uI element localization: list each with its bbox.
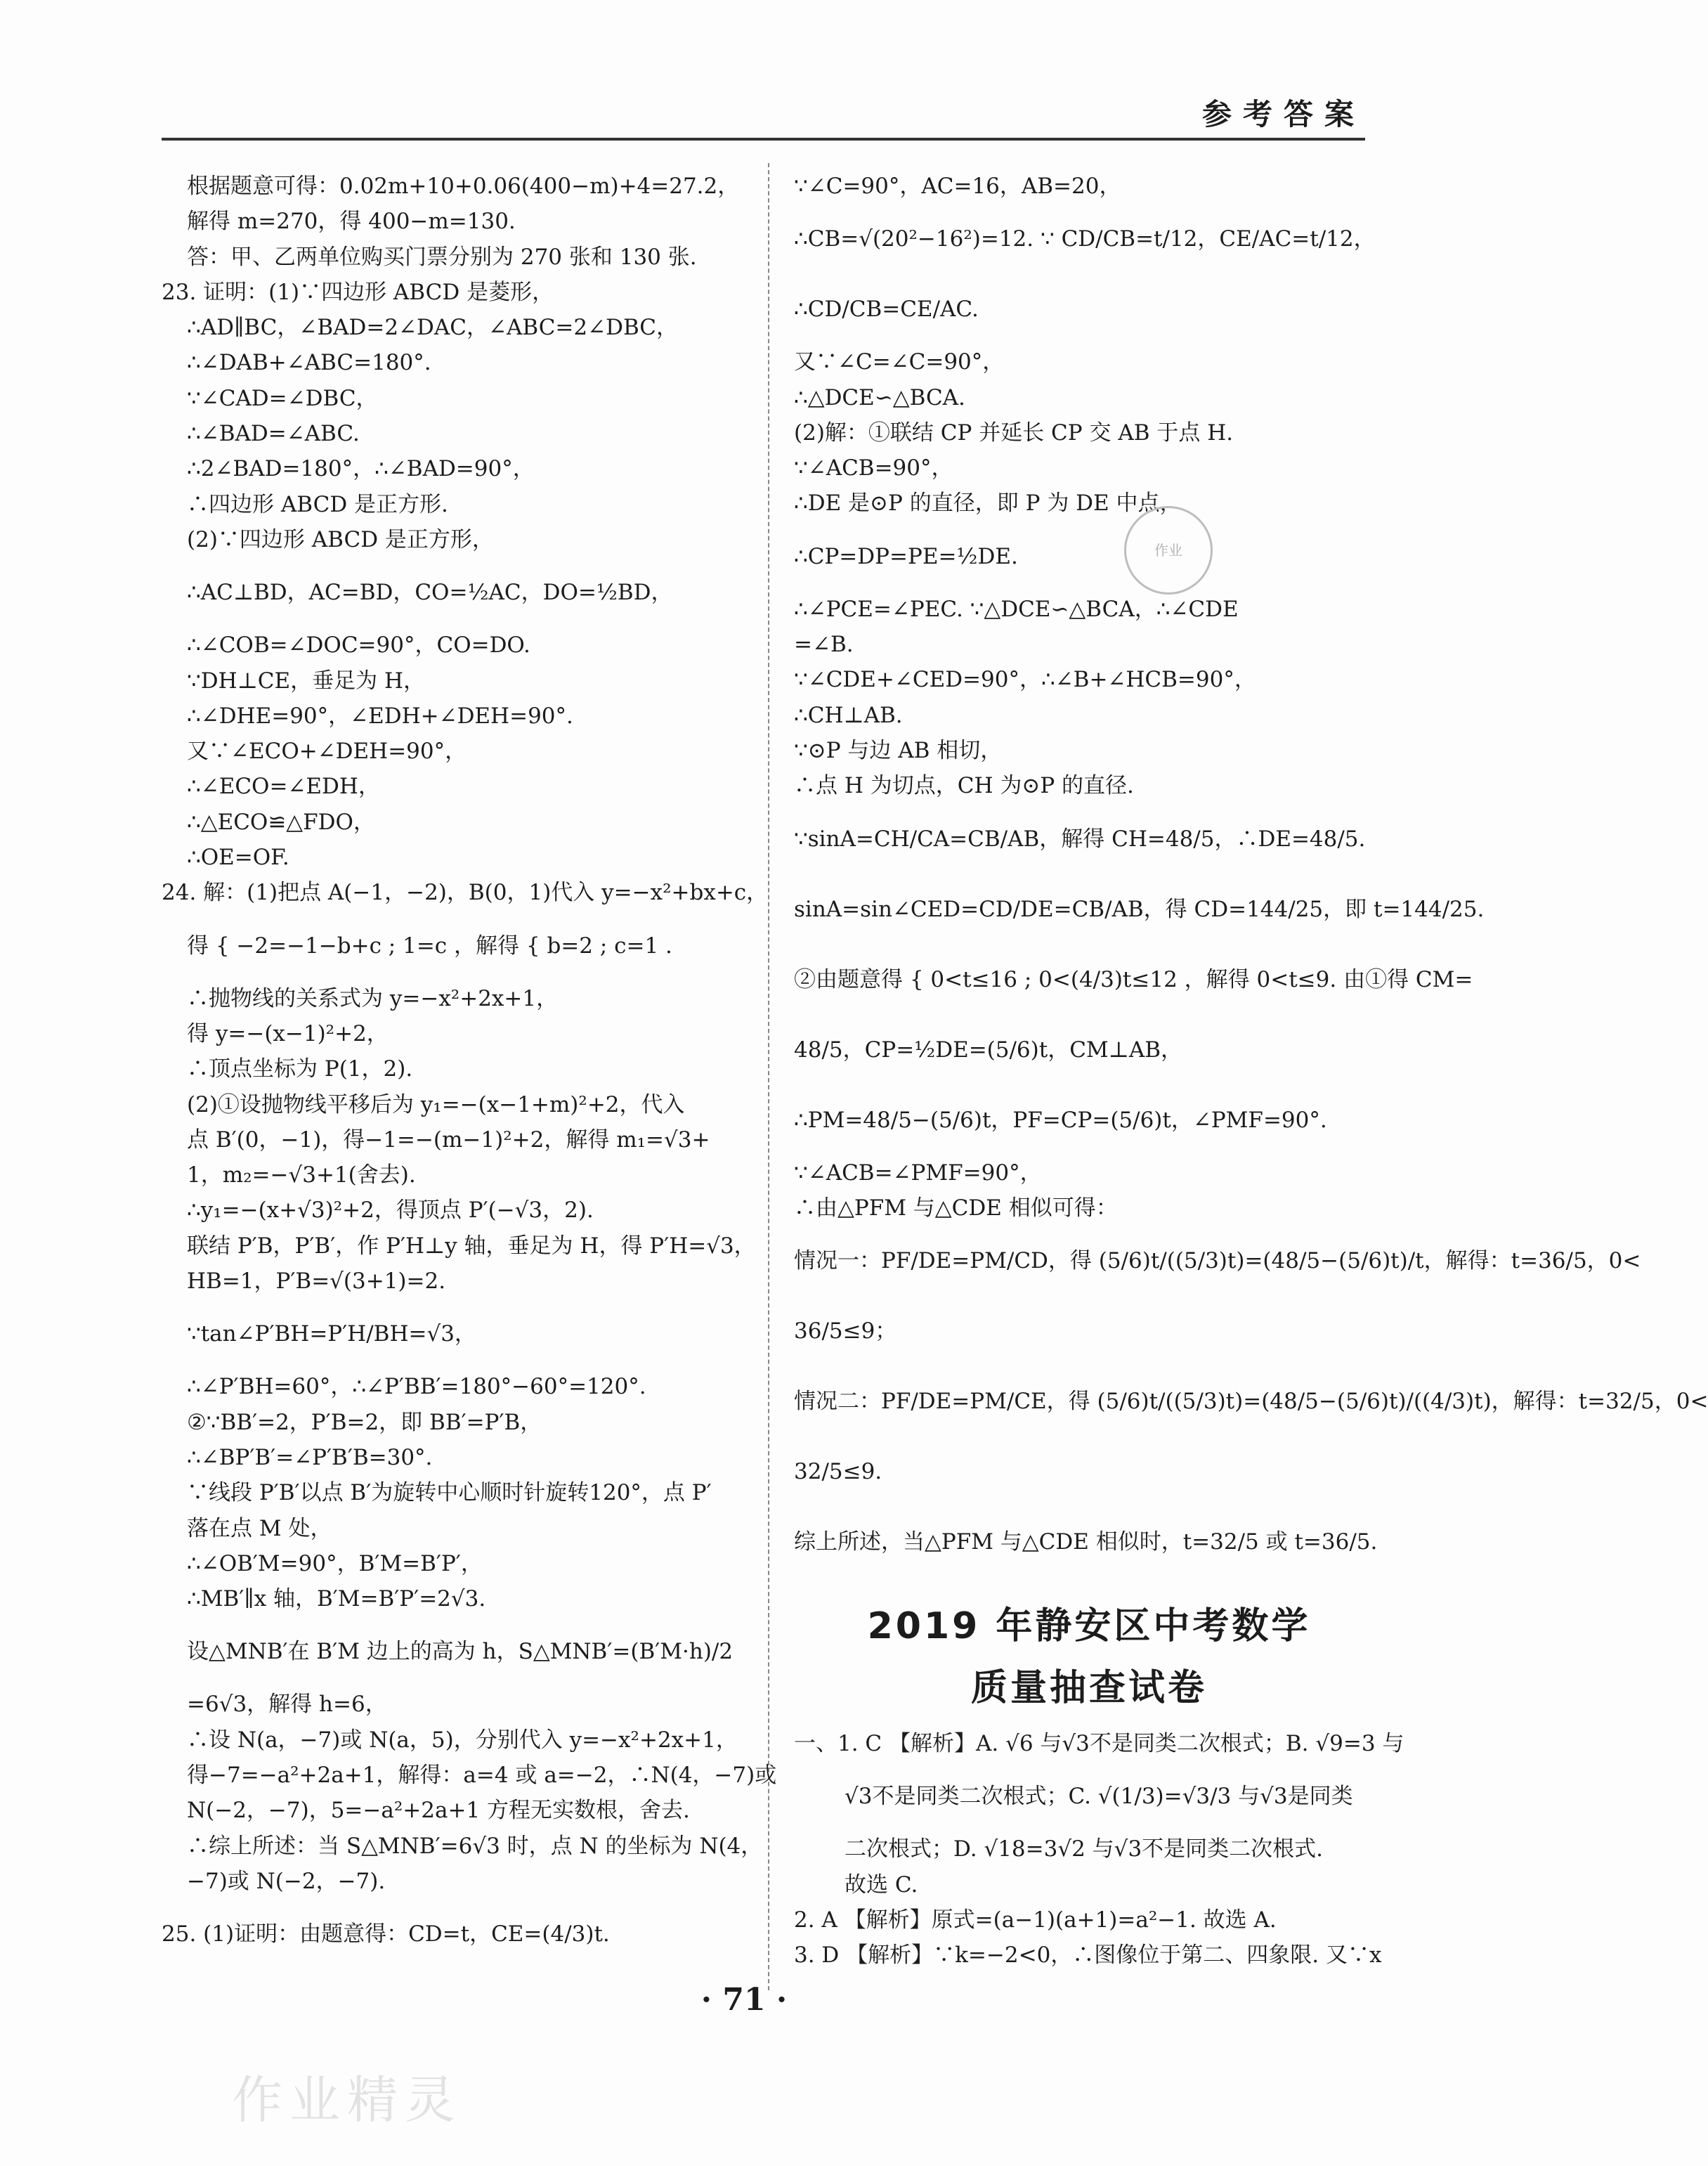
left-line: ∴y₁=−(x+√3)²+2，得顶点 P′(−√3，2). bbox=[187, 1198, 594, 1224]
left-line: ∴四边形 ABCD 是正方形. bbox=[187, 491, 448, 517]
right-top-line: ∵∠ACB=∠PMF=90°， bbox=[794, 1160, 1042, 1186]
left-line: 25. (1)证明：由题意得：CD=t，CE=(4/3)t. bbox=[162, 1921, 610, 1947]
left-line: 根据题意可得：0.02m+10+0.06(400−m)+4=27.2， bbox=[187, 174, 740, 199]
right-top-line: 36/5≤9； bbox=[794, 1318, 897, 1344]
left-line: 点 B′(0，−1)，得−1=−(m−1)²+2，解得 m₁=√3+ bbox=[187, 1127, 710, 1153]
left-line: ∴OE=OF. bbox=[187, 845, 289, 871]
right-top-line: ∵∠ACB=90°， bbox=[794, 455, 953, 481]
right-top-line: ②由题意得 { 0<t≤16 ; 0<(4/3)t≤12 ，解得 0<t≤9. 由①得 CM= bbox=[794, 966, 1473, 992]
left-line: ∵线段 P′B′以点 B′为旋转中心顺时针旋转120°，点 P′ bbox=[187, 1480, 712, 1506]
right-bottom-line: 3. D 【解析】∵k=−2<0，∴图像位于第二、四象限. 又∵x bbox=[794, 1943, 1382, 1969]
section-title-line-2: 质量抽查试卷 bbox=[970, 1667, 1207, 1710]
right-top-line: 48/5，CP=½DE=(5/6)t，CM⊥AB， bbox=[794, 1037, 1182, 1063]
page-header bbox=[162, 84, 1365, 141]
right-top-line: ∴点 H 为切点，CH 为⊙P 的直径. bbox=[794, 773, 1134, 799]
right-bottom-line: 二次根式；D. √18=3√2 与√3不是同类二次根式. bbox=[845, 1836, 1324, 1862]
section-title-line-1: 2019 年静安区中考数学 bbox=[867, 1605, 1311, 1648]
left-line: ∴AC⊥BD，AC=BD，CO=½AC，DO=½BD， bbox=[187, 580, 673, 606]
right-top-line: ∴△DCE∽△BCA. bbox=[794, 384, 965, 410]
left-column bbox=[162, 169, 777, 1969]
right-answers-bottom bbox=[794, 1726, 1404, 1973]
left-line: ∴AD∥BC，∠BAD=2∠DAC，∠ABC=2∠DBC， bbox=[187, 315, 679, 341]
left-line: ∵tan∠P′BH=P′H/BH=√3， bbox=[187, 1321, 476, 1347]
left-line: ∴综上所述：当 S△MNB′=6√3 时，点 N 的坐标为 N(4， bbox=[187, 1833, 763, 1859]
left-line: 23. 证明：(1)∵四边形 ABCD 是菱形， bbox=[162, 279, 554, 305]
right-top-line: 又∵∠C=∠C=90°， bbox=[794, 349, 1005, 375]
section-title bbox=[794, 1595, 1384, 1719]
right-top-line: 综上所述，当△PFM 与△CDE 相似时，t=32/5 或 t=36/5. bbox=[794, 1529, 1378, 1555]
left-line: 又∵∠ECO+∠DEH=90°， bbox=[187, 739, 467, 765]
right-top-line: sinA=sin∠CED=CD/DE=CB/AB，得 CD=144/25，即 t=144/25. bbox=[794, 896, 1485, 922]
right-top-line: 32/5≤9. bbox=[794, 1459, 882, 1485]
header-title: 参考答案 bbox=[1201, 97, 1365, 131]
right-bottom-line: 故选 C. bbox=[845, 1872, 918, 1898]
left-line: ∴∠BP′B′=∠P′B′B=30°. bbox=[187, 1444, 433, 1470]
right-column bbox=[794, 169, 1708, 1973]
left-line: ∴顶点坐标为 P(1，2). bbox=[187, 1056, 413, 1082]
left-line: =6√3，解得 h=6， bbox=[187, 1692, 387, 1718]
right-top-line: ∵sinA=CH/CA=CB/AB，解得 CH=48/5，∴DE=48/5. bbox=[794, 826, 1366, 852]
right-answers-top bbox=[794, 169, 1708, 1577]
left-line: ∴设 N(a，−7)或 N(a，5)，分别代入 y=−x²+2x+1， bbox=[187, 1727, 738, 1753]
right-top-line: =∠B. bbox=[794, 632, 854, 658]
right-top-line: 情况一：PF/DE=PM/CD，得 (5/6)t/((5/3)t)=(48/5−(5/6)t)/t，解得：t=36/5，0< bbox=[794, 1248, 1641, 1274]
left-line: 落在点 M 处， bbox=[187, 1515, 332, 1541]
right-top-line: ∴∠PCE=∠PEC. ∵△DCE∽△BCA，∴∠CDE bbox=[794, 596, 1239, 622]
left-line: ∴∠DHE=90°，∠EDH+∠DEH=90°. bbox=[187, 703, 573, 729]
right-top-line: ∴DE 是⊙P 的直径，即 P 为 DE 中点， bbox=[794, 491, 1182, 517]
left-line: 答：甲、乙两单位购买门票分别为 270 张和 130 张. bbox=[187, 244, 697, 270]
right-top-line: ∴CP=DP=PE=½DE. bbox=[794, 543, 1018, 569]
right-top-line: ∴由△PFM 与△CDE 相似可得： bbox=[794, 1195, 1118, 1221]
right-top-line: ∴CD/CB=CE/AC. bbox=[794, 297, 979, 323]
left-line: 设△MNB′在 B′M 边上的高为 h，S△MNB′=(B′M·h)/2 bbox=[187, 1639, 734, 1665]
left-line: ∴∠P′BH=60°，∴∠P′BB′=180°−60°=120°. bbox=[187, 1374, 646, 1400]
left-line: (2)①设抛物线平移后为 y₁=−(x−1+m)²+2，代入 bbox=[187, 1091, 685, 1117]
right-bottom-line: √3不是同类二次根式；C. √(1/3)=√3/3 与√3是同类 bbox=[845, 1784, 1353, 1810]
left-line: 得 { −2=−1−b+c ; 1=c ，解得 { b=2 ; c=1 . bbox=[187, 933, 672, 959]
left-line: 解得 m=270，得 400−m=130. bbox=[187, 209, 516, 235]
right-top-line: ∴PM=48/5−(5/6)t，PF=CP=(5/6)t，∠PMF=90°. bbox=[794, 1107, 1327, 1133]
column-divider bbox=[768, 163, 769, 1990]
left-line: ∴MB′∥x 轴，B′M=B′P′=2√3. bbox=[187, 1586, 486, 1612]
right-top-line: ∵⊙P 与边 AB 相切， bbox=[794, 737, 1003, 763]
left-line: 联结 P′B，P′B′，作 P′H⊥y 轴，垂足为 H，得 P′H=√3， bbox=[187, 1233, 756, 1259]
left-line: (2)∵四边形 ABCD 是正方形， bbox=[187, 526, 494, 552]
right-top-line: ∵∠C=90°，AC=16，AB=20， bbox=[794, 174, 1121, 199]
right-top-line: ∵∠CDE+∠CED=90°，∴∠B+∠HCB=90°， bbox=[794, 667, 1256, 693]
left-line: ∴∠COB=∠DOC=90°，CO=DO. bbox=[187, 633, 530, 659]
left-line: ∴抛物线的关系式为 y=−x²+2x+1， bbox=[187, 985, 559, 1011]
stamp-seal: 作业 bbox=[1124, 506, 1213, 595]
right-bottom-line: 一、1. C 【解析】A. √6 与√3不是同类二次根式；B. √9=3 与 bbox=[794, 1731, 1404, 1757]
left-line: ∴△ECO≌△FDO， bbox=[187, 809, 375, 835]
left-line: ∵∠CAD=∠DBC， bbox=[187, 385, 378, 411]
page-number: · 71 · bbox=[700, 1982, 788, 2018]
left-line: N(−2，−7)，5=−a²+2a+1 方程无实数根，舍去. bbox=[187, 1798, 690, 1824]
left-line: ∴2∠BAD=180°，∴∠BAD=90°， bbox=[187, 456, 535, 482]
left-line: −7)或 N(−2，−7). bbox=[187, 1868, 386, 1894]
right-top-line: ∴CH⊥AB. bbox=[794, 702, 903, 728]
left-line: 24. 解：(1)把点 A(−1，−2)，B(0，1)代入 y=−x²+bx+c， bbox=[162, 880, 769, 906]
right-top-line: ∴CB=√(20²−16²)=12. ∵ CD/CB=t/12，CE/AC=t/12， bbox=[794, 226, 1376, 252]
left-line: 1，m₂=−√3+1(舍去). bbox=[187, 1162, 416, 1188]
watermark: 作业精灵 bbox=[232, 2070, 463, 2129]
right-bottom-line: 2. A 【解析】原式=(a−1)(a+1)=a²−1. 故选 A. bbox=[794, 1907, 1277, 1933]
left-line: ∴∠ECO=∠EDH， bbox=[187, 774, 380, 800]
left-line: ∴∠BAD=∠ABC. bbox=[187, 421, 360, 447]
right-top-line: 情况二：PF/DE=PM/CE，得 (5/6)t/((5/3)t)=(48/5−(5/6)t)/((4/3)t)，解得：t=32/5，0< bbox=[794, 1389, 1708, 1415]
right-top-line: (2)解：①联结 CP 并延长 CP 交 AB 于点 H. bbox=[794, 420, 1234, 446]
left-line: ②∵BB′=2，P′B=2，即 BB′=P′B， bbox=[187, 1409, 542, 1435]
left-line: HB=1，P′B=√(3+1)=2. bbox=[187, 1269, 446, 1295]
left-line: ∵DH⊥CE，垂足为 H， bbox=[187, 668, 426, 694]
left-line: ∴∠OB′M=90°，B′M=B′P′， bbox=[187, 1550, 483, 1576]
left-line: 得−7=−a²+2a+1，解得：a=4 或 a=−2，∴N(4，−7)或 bbox=[187, 1762, 777, 1788]
left-line: ∴∠DAB+∠ABC=180°. bbox=[187, 350, 431, 376]
left-line: 得 y=−(x−1)²+2， bbox=[187, 1020, 389, 1046]
